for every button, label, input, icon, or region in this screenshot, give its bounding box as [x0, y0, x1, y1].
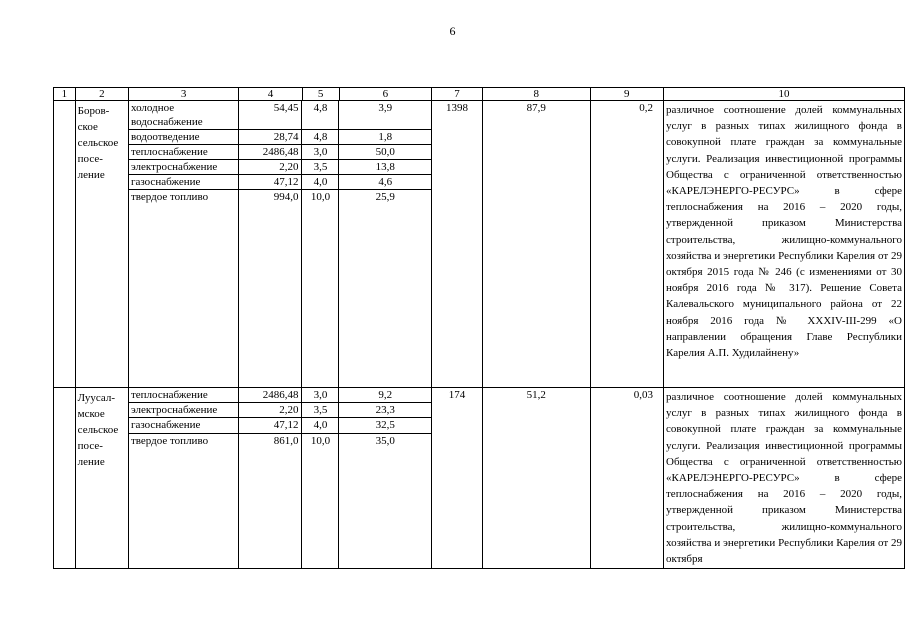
header-cell: 4: [239, 88, 302, 101]
service-value-6: 35,0: [339, 433, 431, 568]
service-value-4: 47,12: [239, 418, 302, 433]
service-value-4: 2486,48: [239, 145, 302, 160]
service-name: электроснабжение: [129, 403, 239, 418]
service-row: [129, 388, 431, 403]
service-name: теплоснабжение: [129, 145, 239, 160]
service-value-6: 32,5: [339, 418, 431, 433]
municipality-line: сельское: [77, 137, 119, 149]
municipality-line: ление: [77, 456, 105, 468]
municipality-line: ление: [77, 169, 105, 181]
service-row: [129, 160, 431, 175]
service-value-6: 9,2: [339, 388, 431, 403]
service-value-4: 2,20: [239, 160, 302, 175]
service-name: газоснабжение: [129, 418, 239, 433]
table-row: [54, 388, 905, 569]
header-cell: 2: [75, 88, 128, 101]
services-table: [129, 388, 431, 568]
service-row: [129, 101, 431, 130]
value-cell-9: 0,2: [590, 101, 663, 388]
header-cell: 6: [339, 88, 431, 101]
service-name: газоснабжение: [129, 175, 239, 190]
service-row: [129, 418, 431, 433]
service-value-6: 50,0: [339, 145, 431, 160]
header-cell: 10: [664, 88, 905, 101]
service-value-5: 4,0: [302, 175, 339, 190]
header-cell: 8: [482, 88, 590, 101]
value-cell-7: 174: [431, 388, 482, 569]
service-row: [129, 190, 431, 388]
municipality-line: ское: [77, 121, 98, 133]
service-value-4: 2486,48: [239, 388, 302, 403]
municipality-line: Боров-: [77, 105, 110, 117]
service-value-6: 1,8: [339, 130, 431, 145]
service-value-5: 3,5: [302, 160, 339, 175]
service-name: твердое топливо: [129, 190, 239, 388]
header-cell: 7: [431, 88, 482, 101]
service-name: теплоснабжение: [129, 388, 239, 403]
service-name: электроснабжение: [129, 160, 239, 175]
service-row: [129, 433, 431, 568]
service-value-5: 10,0: [302, 433, 339, 568]
value-cell-8: 51,2: [482, 388, 590, 569]
service-name: твердое топливо: [129, 433, 239, 568]
service-row: [129, 403, 431, 418]
service-value-5: 3,0: [302, 145, 339, 160]
service-value-4: 861,0: [239, 433, 302, 568]
service-row: [129, 130, 431, 145]
value-cell-9: 0,03: [590, 388, 663, 569]
value-cell-8: 87,9: [482, 101, 590, 388]
description-cell: различное соотношение долей коммунальных услуг в разных типах жилищного фонда в совокупной плате граждан за коммунальные услуги. Реализация инвестиционной программы Общества с ограниченной ответственностью «КАРЕЛЭНЕРГО-РЕСУРС» в сфере теплоснабжения на 2016 – 2020 годы, утвержденной приказом Министерства строительства, жилищно-коммунального хозяйства и энергетики Республики Карелия от 29 октября 2015 года № 246 (с изменениями от 30 ноября 2016 года № 317). Решение Совета Калевальского муниципального района от 22 ноября 2016 года № XXXIV-III-299 «О направлении обращения Главе Республики Карелия А.П. Худилайнену»: [664, 101, 905, 388]
header-cell: 1: [54, 88, 76, 101]
service-name: холодное водоснабжение: [129, 101, 239, 130]
service-value-6: 23,3: [339, 403, 431, 418]
description-cell: различное соотношение долей коммунальных услуг в разных типах жилищного фонда в совокупной плате граждан за коммунальные услуги. Реализация инвестиционной программы Общества с ограниченной ответственностью «КАРЕЛЭНЕРГО-РЕСУРС» в сфере теплоснабжения на 2016 – 2020 годы, утвержденной приказом Министерства строительства, жилищно-коммунального хозяйства и энергетики Республики Карелия от 29 октября: [664, 388, 905, 569]
service-value-6: 3,9: [339, 101, 431, 130]
services-table: [129, 101, 431, 387]
row-index-cell: [54, 388, 76, 569]
row-index-cell: [54, 101, 76, 388]
service-value-5: 4,0: [302, 418, 339, 433]
value-cell-7: 1398: [431, 101, 482, 388]
service-value-6: 4,6: [339, 175, 431, 190]
service-value-4: 994,0: [239, 190, 302, 388]
municipality-line: посе-: [77, 440, 103, 452]
service-value-6: 25,9: [339, 190, 431, 388]
municipality-line: мское: [77, 408, 105, 420]
service-value-4: 28,74: [239, 130, 302, 145]
service-value-5: 4,8: [302, 130, 339, 145]
municipality-line: посе-: [77, 153, 103, 165]
service-value-4: 2,20: [239, 403, 302, 418]
municipality-cell: [75, 101, 128, 388]
services-cell: [128, 101, 431, 388]
table-row: [54, 101, 905, 388]
page-number: 6: [449, 24, 456, 38]
municipality-cell: [75, 388, 128, 569]
service-row: [129, 175, 431, 190]
service-value-4: 54,45: [239, 101, 302, 130]
service-value-5: 4,8: [302, 101, 339, 130]
municipality-line: сельское: [77, 424, 119, 436]
service-value-5: 10,0: [302, 190, 339, 388]
service-value-4: 47,12: [239, 175, 302, 190]
service-row: [129, 145, 431, 160]
municipality-line: Луусал-: [77, 392, 116, 404]
service-value-5: 3,5: [302, 403, 339, 418]
header-cell: 3: [128, 88, 238, 101]
header-cell: 9: [590, 88, 663, 101]
service-value-5: 3,0: [302, 388, 339, 403]
header-cell: 5: [302, 88, 339, 101]
service-name: водоотведение: [129, 130, 239, 145]
header-row: [54, 88, 905, 101]
utility-table: [53, 87, 905, 569]
service-value-6: 13,8: [339, 160, 431, 175]
services-cell: [128, 388, 431, 569]
